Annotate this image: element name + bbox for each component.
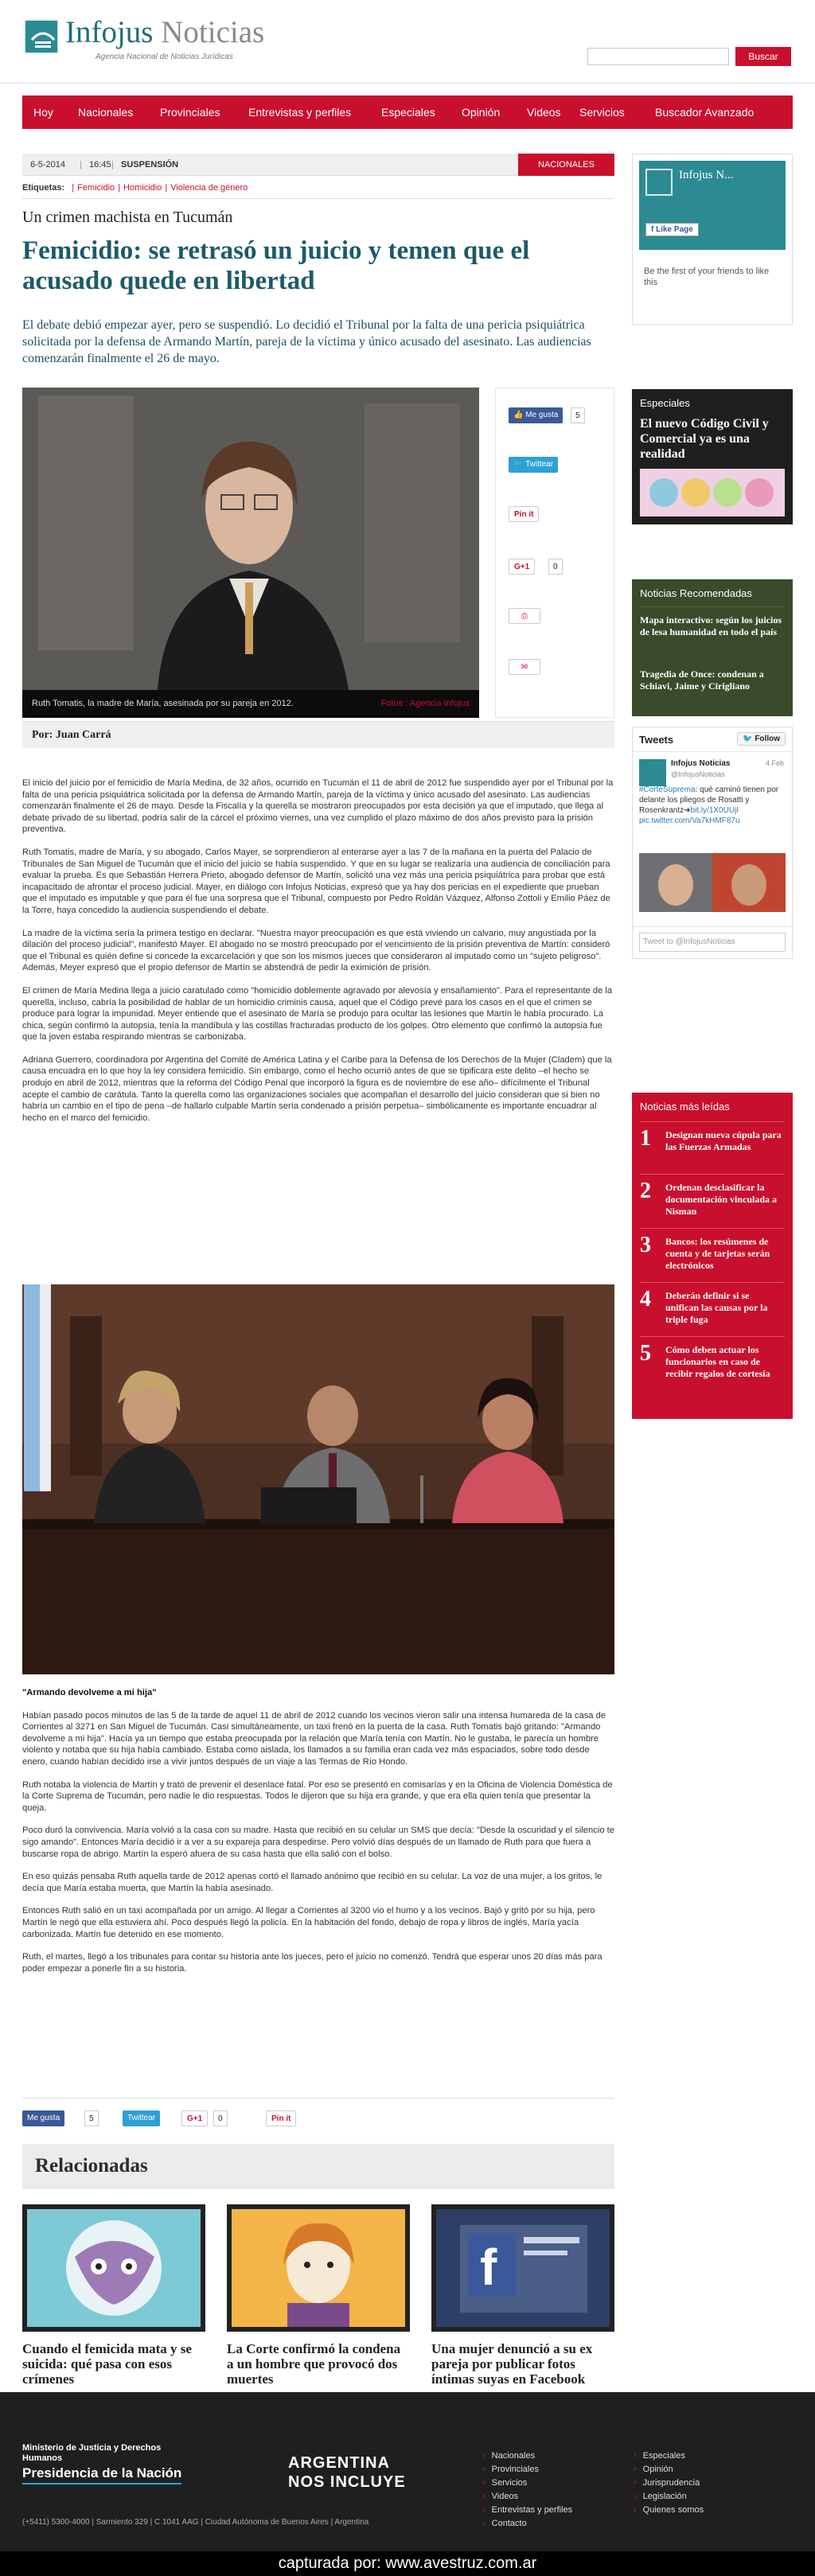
facebook-friends-text: Be the first of your friends to like this bbox=[644, 267, 770, 287]
tags-label: Etiquetas: bbox=[22, 183, 65, 193]
rank-number: 3 bbox=[640, 1233, 651, 1257]
footer-link[interactable] bbox=[482, 2465, 539, 2474]
search-button[interactable]: Buscar bbox=[735, 47, 791, 66]
footer-link-label: Especiales bbox=[642, 2451, 685, 2461]
bullet-icon: › bbox=[482, 2492, 485, 2501]
twitter-follow-button[interactable] bbox=[737, 732, 786, 746]
tweet-label: Twittear bbox=[525, 460, 554, 469]
tag-link[interactable]: Homicidio bbox=[123, 183, 162, 193]
tag-link[interactable]: Femicidio bbox=[77, 183, 115, 193]
footer-link[interactable] bbox=[482, 2492, 518, 2501]
mas-leidas-title[interactable]: Bancos: los resúmenes de cuenta y de tarjetas serán electrónicos bbox=[665, 1236, 770, 1271]
article-paragraph: En eso quizás pensaba Ruth aquella tarde de 2012 apenas cortó el llamado anónimo que recibió en su celular. La voz de una mujer, a los gritos, le decía que María estaba muerta, que Martín la había asesinado. bbox=[22, 1872, 602, 1893]
related-card[interactable] bbox=[227, 2204, 410, 2387]
separator: | bbox=[80, 160, 82, 170]
rank-number: 1 bbox=[640, 1126, 651, 1151]
twitter-bird-icon: 🐦 bbox=[743, 735, 755, 743]
article-kicker: Un crimen machista en Tucumán bbox=[22, 208, 233, 226]
facebook-avatars bbox=[644, 294, 782, 317]
mas-leidas-item[interactable] bbox=[640, 1180, 785, 1228]
email-icon[interactable]: ✉ bbox=[509, 659, 540, 675]
related-section-header bbox=[22, 2144, 614, 2188]
especiales-heading: Especiales bbox=[640, 397, 690, 409]
footer-ministry[interactable]: Ministerio de Justicia y Derechos Humanos bbox=[22, 2443, 162, 2463]
facebook-icon: f bbox=[651, 225, 657, 234]
footer-link-label: Entrevistas y perfiles bbox=[491, 2505, 573, 2515]
nav-item[interactable]: Nacionales bbox=[78, 106, 134, 119]
tweet-button[interactable]: Twittear bbox=[123, 2110, 160, 2126]
footer-nos-incluye: NOS INCLUYE bbox=[288, 2473, 406, 2491]
article-paragraph: El crimen de María Medina llega a juicio caratulado como "homicidio doblemente agravado por alevosía y ensañamiento". Para el representante de la querella, incluso, cabría la posibilidad de hablar de un homicidio criminis causa, aquel que el Código prevé para los casos en el que el crimen se produce para lograr la impunidad. Meyer entiende que el asesinato de María se produjo para ocultar las lesiones que Martín le había procurado. La chica, según confirmó la autopsia, tenía la mandíbula y las costillas fracturadas producto de los golpes. Otro elemento que confirmó la autopsia fue que la joven estaba respirando mientras se carbonizaba. bbox=[22, 985, 613, 1042]
mas-leidas-title[interactable]: Deberán definir si se unifican las causas por la triple fuga bbox=[665, 1290, 768, 1325]
footer-link-label: Nacionales bbox=[491, 2451, 536, 2461]
tweet-pic-link[interactable]: pic.twitter.com/Va7kHMF87u bbox=[639, 816, 740, 825]
rank-number: 5 bbox=[640, 1341, 651, 1366]
related-title: Relacionadas bbox=[35, 2155, 148, 2177]
article-date: 6-5-2014 bbox=[30, 160, 66, 170]
tweets-heading: Tweets bbox=[639, 734, 674, 746]
footer-link[interactable] bbox=[634, 2478, 700, 2488]
logo-subtitle: Agencia Nacional de Noticias Jurídicas bbox=[96, 53, 233, 61]
article-status: SUSPENSIÓN bbox=[121, 160, 179, 170]
especiales-image[interactable] bbox=[640, 469, 785, 516]
thumbs-up-icon: 👍 bbox=[513, 411, 526, 419]
footer-argentina: ARGENTINA bbox=[288, 2454, 390, 2472]
footer-link-label: Quienes somos bbox=[642, 2505, 704, 2515]
article-paragraph: Poco duró la convivencia. María volvió a la casa con su madre. Hasta que recibió en su celular un SMS que decía: "Desde la oscuridad y el silencio te sigo amando". Entonces María decidió ir a ver a su expareja para despedirse. Pero volvió días después de un llamado de Ruth para que fuera a buscarse ropa de abrigo. Martín la esperó afuera de su casa hasta que ella salió con el bolso. bbox=[22, 1826, 614, 1859]
footer-link[interactable] bbox=[482, 2519, 527, 2528]
footer-link[interactable] bbox=[634, 2451, 685, 2461]
site-footer bbox=[0, 2392, 815, 2551]
tweet-image[interactable] bbox=[639, 853, 786, 912]
avatar[interactable] bbox=[639, 759, 666, 786]
footer-link[interactable] bbox=[634, 2492, 687, 2501]
divider bbox=[640, 1336, 785, 1337]
divider bbox=[633, 751, 792, 752]
gplus-count: 0 bbox=[213, 2110, 228, 2126]
tweet-button[interactable] bbox=[509, 457, 558, 473]
nav-item[interactable]: Provinciales bbox=[160, 106, 220, 119]
article-lead: El debate debió empezar ayer, pero se suspendió. Lo decidió el Tribunal por la falta de una pericia psiquiátrica solicitada por la defensa de Armando Martín, pareja de la víctima y único acusado del asesinato. Las audiencias comenzarán finalmente el 26 de mayo. bbox=[22, 318, 591, 365]
rank-number: 2 bbox=[640, 1179, 651, 1203]
related-card-title[interactable]: Cuando el femicida mata y se suicida: qué pasa con esos crímenes bbox=[22, 2341, 192, 2387]
mas-leidas-widget bbox=[632, 1093, 793, 1419]
article-paragraph: Ruth notaba la violencia de Martín y trató de prevenir el desenlace fatal. Por eso se presentó en comisarías y en la Oficina de Violencia Doméstica de la Corte Suprema de Tucumán, pero nadie le dio respuestas. Todos le dijeron que su hija era grande, y que era ella quien tenía que presentar la queja. bbox=[22, 1779, 613, 1813]
footer-link-label: Opinión bbox=[642, 2465, 673, 2474]
facebook-like-button[interactable] bbox=[509, 407, 563, 423]
footer-link[interactable] bbox=[482, 2505, 572, 2515]
footer-link[interactable] bbox=[634, 2465, 673, 2474]
mas-leidas-title[interactable]: Ordenan desclasificar la documentación vinculada a Nisman bbox=[665, 1182, 778, 1217]
bullet-icon: › bbox=[634, 2451, 637, 2461]
rank-number: 4 bbox=[640, 1287, 651, 1311]
google-plus-button[interactable]: G+1 bbox=[509, 559, 535, 575]
tweet-author[interactable]: Infojus Noticias bbox=[671, 759, 731, 768]
bullet-icon: › bbox=[634, 2465, 637, 2474]
footer-link[interactable] bbox=[634, 2505, 704, 2515]
nav-item[interactable]: Videos bbox=[527, 106, 561, 119]
divider bbox=[633, 926, 792, 927]
article-body-2 bbox=[22, 1687, 614, 1986]
related-card-title[interactable]: La Corte confirmó la condena a un hombre que provocó dos muertes bbox=[227, 2341, 401, 2387]
tags-row: Etiquetas: | Femicidio | Homicidio | Violencia de género bbox=[22, 183, 248, 193]
nav-item[interactable]: Buscador Avanzado bbox=[655, 106, 755, 119]
mas-leidas-heading: Noticias más leídas bbox=[640, 1101, 730, 1113]
article-paragraph: Habían pasado pocos minutos de las 5 de la tarde de aquel 11 de abril de 2012 cuando los vecinos vieron salir una intensa humareda de la casa de Corrientes al 3271 en San Miguel de Tucumán. Casi simultáneamente, un taxi frenó en la puerta de la casa. Ruth Tomatis bajó gritando: "Armando devolveme a mi hija". Hacía ya un tiempo que estaba preocupada por la relación que María tenía con Martín. No le gustaba, le parecía un hombre violento y notaba que su hija había cambiado. Estaba como aislada, los llamados a su familia eran cada vez más espaciados, sobre todo desde enero, cuando habían decidido irse a vivir juntos después de un viaje a las Termas de Río Hondo. bbox=[22, 1710, 606, 1767]
divider bbox=[640, 1174, 785, 1175]
divider bbox=[640, 606, 785, 607]
footer-link-label: Jurisprudencia bbox=[642, 2478, 700, 2488]
divider bbox=[22, 198, 614, 199]
article-time: 16:45 bbox=[89, 160, 111, 170]
article-paragraph: Ruth, el martes, llegó a los tribunales para contar su historia ante los jueces, pero el juicio no comenzó. Tendrá que esperar unos 20 días más para poder empezar a ponerle fin a su historia. bbox=[22, 1952, 602, 1974]
print-icon[interactable]: ⎙ bbox=[509, 608, 540, 624]
bullet-icon: › bbox=[482, 2478, 485, 2488]
bullet-icon: › bbox=[634, 2505, 637, 2515]
footer-address: (+5411) 5300-4000 | Sarmiento 329 | C 1041 AAG | Ciudad Autónoma de Buenos Aires | Argentina bbox=[22, 2518, 369, 2527]
article-main-photo bbox=[22, 388, 479, 718]
site-header bbox=[0, 0, 815, 84]
main-nav bbox=[22, 95, 793, 129]
twitter-bird-icon: 🐦 bbox=[513, 460, 526, 469]
logo-icon bbox=[645, 169, 673, 196]
article-paragraph: La madre de la víctima sería la primera testigo en declarar. "Nuestra mayor preocupación es que está viviendo un calvario, muy angustiada por la dilación del proceso judicial", manifestó Mayer. El abogado no se mostró preocupado por el vencimiento de la prisión preventiva de Martín: consideró que el Tribunal es quién define si concede la excarcelación y que son los mismos jueces que consideraron al imputado como un "sujeto peligroso". Además, Meyer expresó que el propio defensor de Martín se abstendrá de pedir la eximición de prisión. bbox=[22, 928, 610, 973]
bullet-icon: › bbox=[482, 2519, 485, 2528]
footer-link-label: Legislación bbox=[642, 2492, 687, 2501]
nav-item[interactable]: Hoy bbox=[33, 106, 53, 119]
share-column bbox=[495, 388, 614, 718]
follow-label: Follow bbox=[755, 735, 780, 743]
mas-leidas-item[interactable] bbox=[640, 1288, 785, 1336]
tweet-handle[interactable]: @InfojusNoticias bbox=[671, 770, 725, 778]
bullet-icon: › bbox=[634, 2492, 637, 2501]
footer-link[interactable] bbox=[482, 2478, 527, 2488]
like-page-label: Like Page bbox=[656, 225, 693, 234]
bullet-icon: › bbox=[482, 2505, 485, 2515]
nav-item[interactable]: Entrevistas y perfiles bbox=[248, 106, 352, 119]
related-image[interactable] bbox=[431, 2204, 614, 2332]
related-image[interactable] bbox=[22, 2204, 205, 2332]
separator: | bbox=[111, 160, 114, 170]
facebook-cover bbox=[639, 161, 786, 250]
bottom-share-bar bbox=[22, 2110, 614, 2126]
section-badge[interactable]: NACIONALES bbox=[518, 154, 614, 176]
footer-link-label: Provinciales bbox=[491, 2465, 539, 2474]
tweet-to-input[interactable]: Tweet to @InfojusNoticias bbox=[639, 933, 786, 952]
mas-leidas-item[interactable] bbox=[640, 1343, 785, 1390]
facebook-like-page-button[interactable] bbox=[645, 223, 699, 236]
article-subhead: "Armando devolveme a mi hija" bbox=[22, 1688, 157, 1697]
article-paragraph: El inicio del juicio por el femicidio de María Medina, de 32 años, ocurrido en Tucumán el 11 de abril de 2012 fue suspendido ayer por el Tribunal por la falta de una pericia psiquiátrica solicitada por la defensa de Armando Martín, pareja de la víctima y único acusado del asesinato. Las audiencias comenzarán finalmente el 26 de mayo. Desde la Fiscalía y la querella se mostraron preocupados por esta decisión ya que el imputado, que llega al debate privado de su libertad, podría salir de la cárcel el próximo viernes, una vez cumplido el plazo máximo de dos años previsto para la prisión preventiva. bbox=[22, 778, 614, 835]
article-paragraph: Adriana Guerrero, coordinadora por Argentina del Comité de América Latina y el Caribe para la Defensa de los Derechos de la Mujer (Cladem) que la causa encuadra en lo que hoy la ley considera femicidio. Sin embargo, como el hecho ocurrió antes de que se tipificara este delito –el hecho se produjo en abril de 2012, mientras que la reforma del Código Penal que incorporó la figura es de noviembre de ese año– difícilmente el Tribunal acepte el cambio de carátula. Tanto la querella como las organizaciones sociales que acompañan el desarrollo del juicio consideran que si bien no habría un cambio en el tipo de pena –de hallarlo culpable Martín sería condenado a prisión perpetua– simbólicamente es importante encuadrar al hecho en el marco del femicidio. bbox=[22, 1054, 612, 1123]
nav-item[interactable]: Opinión bbox=[462, 106, 501, 119]
like-count: 5 bbox=[571, 407, 585, 423]
facebook-widget bbox=[632, 154, 793, 325]
bullet-icon: › bbox=[482, 2451, 485, 2461]
logo-icon[interactable] bbox=[24, 19, 59, 54]
related-image[interactable] bbox=[227, 2204, 410, 2332]
mas-leidas-title[interactable]: Cómo deben actuar los funcionarios en caso de recibir regalos de cortesía bbox=[665, 1344, 770, 1379]
bullet-icon: › bbox=[634, 2478, 637, 2488]
capture-watermark: capturada por: www.avestruz.com.ar bbox=[0, 2551, 815, 2576]
article-paragraph: Entonces Ruth salió en un taxi acompañada por un amigo. Al llegar a Corrientes al 3200 vio el humo y a los vecinos. Bajó y gritó por su hija, pero Martín le negó que ella estuviera ahí. Poco después llegó la policía. En la habitación del fondo, debajo de ropa y libros de inglés, María yacía carbonizada. Martín fue detenido en ese momento. bbox=[22, 1906, 595, 1939]
tweet-hashtag[interactable]: #CorteSuprema bbox=[639, 785, 696, 794]
svg-text:f: f bbox=[480, 2239, 497, 2296]
especiales-widget[interactable] bbox=[632, 389, 793, 524]
photo-caption: Ruth Tomatis, la madre de María, asesinada por su pareja en 2012. bbox=[22, 690, 479, 718]
search-input[interactable] bbox=[587, 48, 729, 65]
recomendadas-widget bbox=[632, 579, 793, 716]
mas-leidas-item[interactable] bbox=[640, 1128, 785, 1175]
article-headline: Femicidio: se retrasó un juicio y temen que el acusado quede en libertad bbox=[22, 236, 530, 295]
related-card-title[interactable]: Una mujer denunció a su ex pareja por publicar fotos íntimas suyas en Facebook bbox=[431, 2341, 593, 2387]
facebook-page-title[interactable]: Infojus N... bbox=[679, 169, 734, 181]
pinterest-button[interactable]: Pin it bbox=[509, 506, 539, 522]
article-paragraph: Ruth Tomatis, madre de María, y su abogado, Carlos Mayer, se sorprendieron al enterarse ayer a las 7 de la mañana en la puerta del Palacio de Tribunales de San Miguel de Tucumán que el inicio del juicio se había suspendido. Y que en su lugar se realizaría una audiencia de conciliación para evaluar la prueba. Es que Sebastián Herrera Prieto, abogado defensor de Martín, solicitó una vez más una pericia psiquiátrica para probar que está incapacitado de afrontar el proceso judicial. Mayer, en diálogo con Infojus Noticias, expresó que ya hay dos pericias en el expediente que prueban que el imputado es imputable y que para él fue una sorpresa que el Tribunal, compuesto por Pedro Roldán Vázquez, Alfonso Zottoli y Emilio Páez de la Torre, haya concedido la audiencia suspendiendo el debate. bbox=[22, 847, 610, 915]
mas-leidas-title[interactable]: Designan nueva cúpula para las Fuerzas Armadas bbox=[665, 1129, 782, 1152]
recomendada-link[interactable]: Mapa interactivo: según los juicios de lesa humanidad en todo el país bbox=[640, 614, 782, 637]
tag-link[interactable]: Violencia de género bbox=[170, 183, 248, 193]
footer-presidency[interactable]: Presidencia de la Nación bbox=[22, 2465, 181, 2484]
twitter-widget bbox=[632, 727, 793, 959]
bullet-icon: › bbox=[482, 2465, 485, 2474]
article-second-photo bbox=[22, 1284, 614, 1674]
divider bbox=[640, 1121, 785, 1122]
footer-link[interactable] bbox=[482, 2451, 535, 2461]
nav-item[interactable]: Especiales bbox=[381, 106, 435, 119]
tweet-text: #CorteSuprema: qué caminó tienen por delante los pliegos de Rosatti y Rosenkrantz➜bit.ly/1X0UUjI pic.twitter.com/Va7kHMF87u bbox=[639, 785, 779, 825]
google-plus-button[interactable]: G+1 bbox=[181, 2110, 208, 2126]
divider bbox=[640, 1228, 785, 1229]
related-card[interactable] bbox=[431, 2204, 614, 2387]
article-body-1 bbox=[22, 777, 614, 1135]
footer-link-label: Servicios bbox=[491, 2478, 528, 2488]
pinterest-button[interactable]: Pin it bbox=[266, 2110, 296, 2126]
photo-credit: Fotos : Agencia Infojus bbox=[380, 699, 470, 708]
like-count: 5 bbox=[84, 2110, 99, 2126]
recomendadas-heading: Noticias Recomendadas bbox=[640, 587, 752, 599]
divider bbox=[22, 2098, 614, 2099]
gplus-count: 0 bbox=[548, 559, 563, 575]
especiales-title[interactable]: El nuevo Código Civil y Comercial ya es una realidad bbox=[640, 417, 769, 461]
mas-leidas-item[interactable] bbox=[640, 1234, 785, 1282]
nav-item[interactable]: Servicios bbox=[579, 106, 625, 119]
related-card[interactable] bbox=[22, 2204, 205, 2387]
logo-title[interactable]: Infojus Noticias bbox=[65, 15, 265, 49]
facebook-like-button[interactable]: Me gusta bbox=[22, 2110, 64, 2126]
footer-link-label: Videos bbox=[491, 2492, 519, 2501]
byline: Por: Juan Carrá bbox=[22, 721, 614, 748]
tweet-body: : qué caminó tienen por delante los pliegos de Rosatti y Rosenkrantz bbox=[639, 785, 779, 815]
divider bbox=[640, 1282, 785, 1283]
footer-link-label: Contacto bbox=[491, 2519, 527, 2528]
like-label: Me gusta bbox=[525, 411, 559, 419]
recomendada-link[interactable]: Tragedia de Once: condenan a Schiavi, Jaime y Cirigliano bbox=[640, 668, 764, 692]
tweet-date[interactable]: 4 Feb bbox=[765, 759, 784, 767]
tweet-link[interactable]: bit.ly/1X0UUjI bbox=[690, 806, 739, 815]
